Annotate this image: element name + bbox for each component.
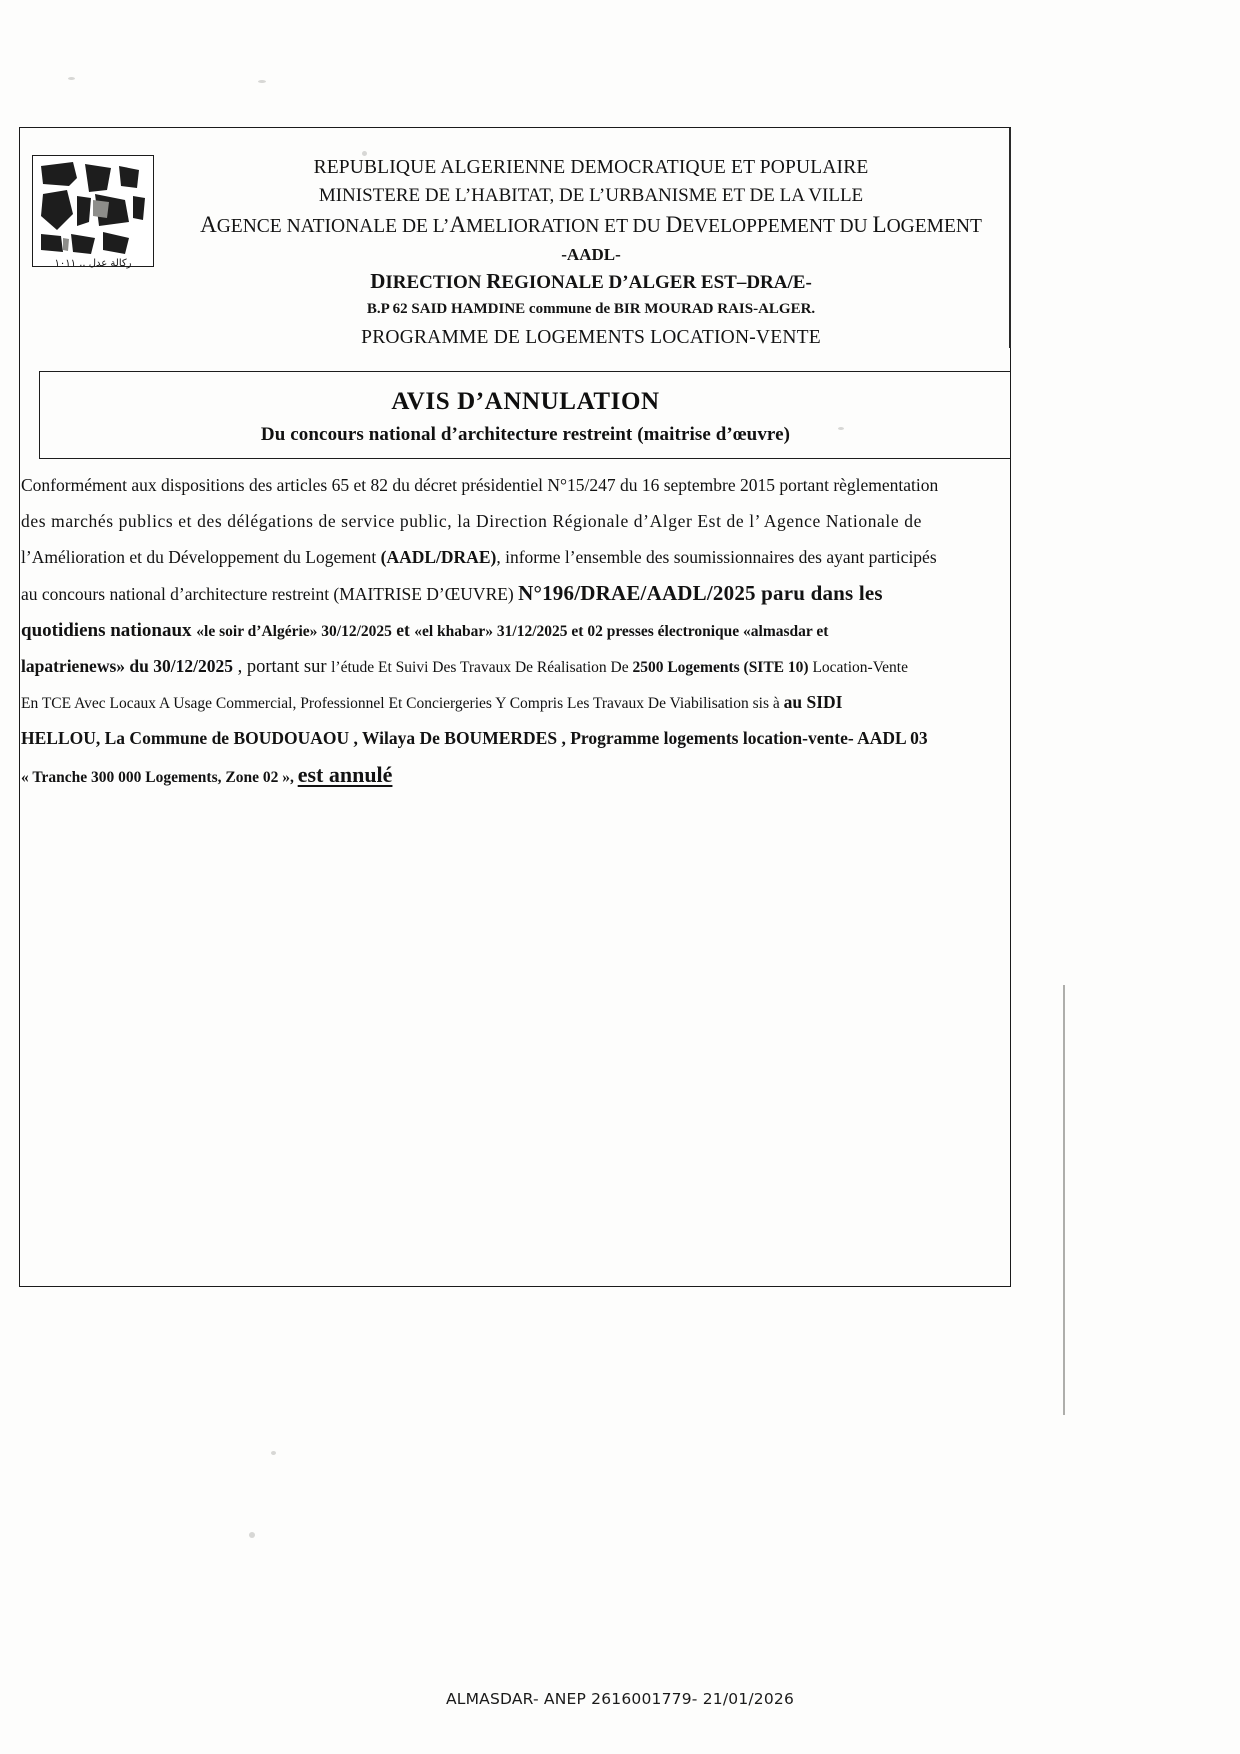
heading-agency-text-3: EVELOPPEMENT DU (682, 216, 873, 237)
notice-body (21, 468, 1011, 795)
body-line-3 (21, 540, 1011, 576)
notice-title: AVIS D’ANNULATION (391, 388, 660, 415)
aadl-national-emblem-icon (32, 155, 154, 267)
heading-agency (170, 210, 1012, 242)
heading-direction-cap-d: D (370, 269, 386, 293)
body-line-5 (21, 613, 1011, 649)
body-line-7-site-name: au SIDI (783, 692, 843, 712)
heading-postal-address: B.P 62 SAID HAMDINE commune de BIR MOURAD RAIS-ALGER. (366, 301, 816, 317)
body-line-2 (21, 504, 1011, 540)
body-line-5-text-a: quotidiens nationaux (21, 620, 197, 641)
body-line-9 (21, 757, 1011, 795)
footer-reference: ALMASDAR- ANEP 2616001779- 21/01/2026 (445, 1690, 795, 1708)
body-line-5-text-c: et (391, 620, 415, 640)
body-line-3-text-a: l’Amélioration et du Développement du Logement (21, 547, 381, 567)
notice-subtitle: Du concours national d’architecture restreint (maitrise d’œuvre) (260, 424, 791, 445)
body-line-4-tender-number: N°196/DRAE/AADL/2025 paru dans les (518, 581, 883, 605)
heading-direction-text-2: EGIONALE D’ALGER EST–DRA/E- (501, 272, 812, 293)
scan-speck (258, 80, 266, 83)
emblem-arabic-caption: ﺭﻛﺎﻟﺔ ﻋﺪﻝ .. ١٠١١ (54, 258, 132, 269)
body-line-4-text-a: au concours national d’architecture restreint (MAITRISE D’ŒUVRE) (21, 584, 519, 604)
body-line-8-location: HELLOU, La Commune de BOUDOUAOU , Wilaya De BOUMERDES , Programme logements location-vente- AADL 03 (21, 728, 928, 748)
heading-agency-text-1: GENCE NATIONALE DE L’ (216, 216, 450, 237)
frame-right-edge-lower-segment (1063, 985, 1065, 1415)
body-line-4 (21, 576, 1011, 613)
body-line-2-text: des marchés publics et des délégations de service public, la Direction Régionale d’Alger Est de l’ Agence Nationale de (21, 511, 922, 531)
frame-right-edge-segment (1009, 128, 1011, 348)
heading-republic: REPUBLIQUE ALGERIENNE DEMOCRATIQUE ET POPULAIRE (313, 157, 869, 178)
heading-agency-text-4: OGEMENT (886, 216, 982, 237)
body-line-6-website: lapatrienews» du 30/12/2025 (21, 656, 233, 676)
scan-speck (271, 1451, 276, 1455)
heading-agency-cap-am: A (449, 212, 467, 237)
body-line-6 (21, 649, 1011, 685)
document-header (20, 128, 1012, 356)
body-line-6-housing-count: 2500 Logements (SITE 10) (632, 659, 809, 676)
body-line-7-text-a: En TCE Avec Locaux A Usage Commercial, Professionnel Et Conciergeries Y Compris Les Travaux De Viabilisation sis à (21, 695, 784, 712)
body-line-6-text-e: Location-Vente (808, 659, 908, 676)
scan-speck (249, 1532, 255, 1538)
body-line-3-aadl-drae: (AADL/DRAE) (380, 547, 497, 567)
heading-direction-text-1: IRECTION (385, 272, 487, 293)
body-line-6-text-c: l’étude Et Suivi Des Travaux De Réalisation De (331, 659, 633, 676)
body-line-5-newspaper-1: «le soir d’Algérie» 30/12/2025 (196, 623, 392, 640)
notice-title-box (39, 371, 1011, 459)
body-line-8 (21, 721, 1011, 757)
body-line-9-cancelled-statement: est annulé (297, 762, 393, 787)
body-line-5-newspaper-2: «el khabar» 31/12/2025 et 02 presses électronique «almasdar et (414, 623, 829, 640)
organisation-heading-block (170, 154, 1012, 355)
body-line-1-text: Conformément aux dispositions des articles 65 et 82 du décret présidentiel N°15/247 du 16 septembre 2015 portant règlementation (21, 475, 939, 495)
document-border-frame (19, 127, 1011, 1287)
heading-programme: PROGRAMME DE LOGEMENTS LOCATION-VENTE (361, 327, 821, 348)
body-line-6-text-b: , portant sur (232, 657, 332, 677)
heading-agency-cap-d: D (665, 212, 683, 237)
heading-agency-cap-a: A (200, 212, 217, 237)
body-line-3-text-c: , informe l’ensemble des soumissionnaires des ayant participés (496, 547, 937, 567)
body-line-7 (21, 685, 1011, 721)
body-line-1 (21, 468, 1011, 504)
heading-ministry: MINISTERE DE L’HABITAT, DE L’URBANISME ET DE LA VILLE (318, 185, 864, 206)
heading-agency-cap-l: L (872, 212, 887, 237)
heading-direction-cap-r: R (486, 269, 502, 293)
heading-regional-direction (170, 267, 1012, 297)
body-line-9-tranche: « Tranche 300 000 Logements, Zone 02 », (21, 769, 298, 786)
heading-aadl-acronym: -AADL- (561, 245, 621, 264)
scan-speck (68, 77, 75, 80)
heading-agency-text-2: MELIORATION ET DU (466, 216, 666, 237)
